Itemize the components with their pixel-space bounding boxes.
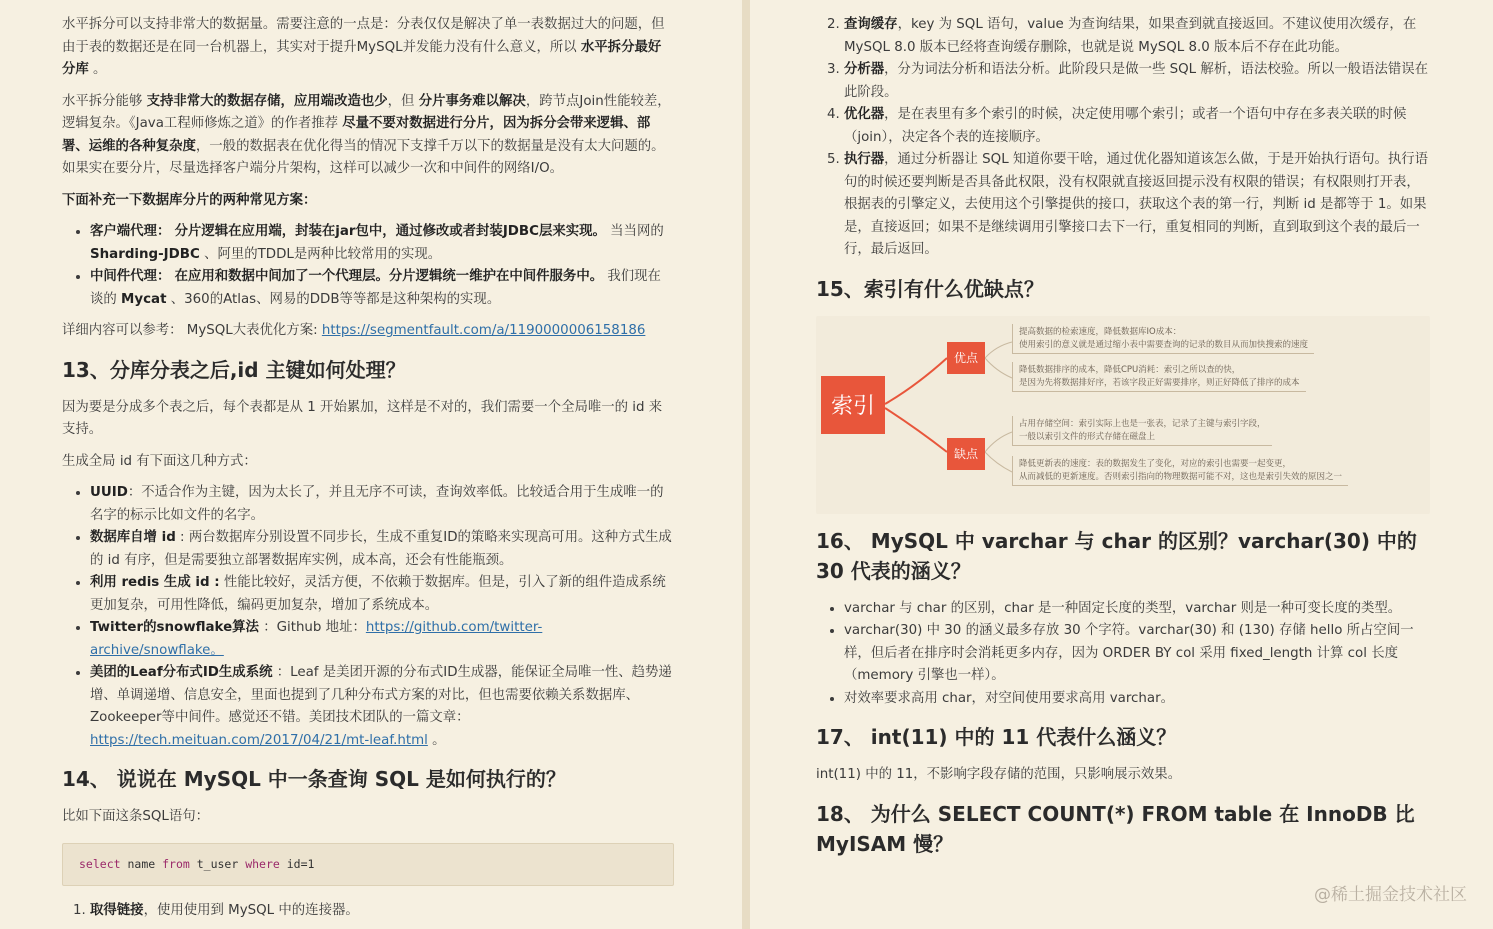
paragraph: 因为要是分成多个表之后，每个表都是从 1 开始累加，这样是不对的，我们需要一个全局唯一的 id 来支持。 (62, 399, 663, 437)
list-item: • 对效率要求高用 char，对空间使用要求高用 varchar。 (844, 688, 1433, 711)
mindmap-root: 索引 (821, 376, 885, 434)
mindmap-note: 降低数据排序的成本，降低CPU消耗：索引之所以查的快， 是因为先将数据排好序，若该字段正好需要排序，则正好降低了排序的成本 (1012, 362, 1306, 392)
heading-14: 14、 说说在 MySQL 中一条查询 SQL 是如何执行的？ (62, 767, 566, 791)
list-item: • 利用 redis 生成 id : 性能比较好，灵活方便，不依赖于数据库。但是，引入了新的组件造成系统更加复杂，可用性降低，编码更加复杂，增加了系统成本。 (90, 572, 674, 617)
list-item: • 中间件代理： 在应用和数据中间加了一个代理层。分片逻辑统一维护在中间件服务中。 我们现在谈的 Mycat 、360的Atlas、网易的DDB等等都是这种架构的实现。 (90, 266, 674, 311)
mindmap-pros: 优点 (947, 342, 985, 374)
page-gutter (742, 0, 750, 929)
sharding-list (62, 221, 674, 311)
list-item: 2. 查询缓存，key 为 SQL 语句，value 为查询结果，如果查到就直接返回。不建议使用次缓存，在 MySQL 8.0 版本已经将查询缓存删除，也就是说 MySQL 8.0 版本后不存在此功能。 (844, 14, 1433, 59)
left-page (0, 0, 742, 929)
snowflake-link[interactable]: https://github.com/twitter-archive/snowflake。 (90, 620, 543, 658)
steps-list-left (62, 900, 674, 923)
id-list (62, 482, 674, 752)
list-item: • varchar 与 char 的区别，char 是一种固定长度的类型，varchar 则是一种可变长度的类型。 (844, 598, 1433, 621)
steps-list-right (816, 14, 1433, 262)
paragraph: 详细内容可以参考： MySQL大表优化方案: https://segmentfault.com/a/1190000006158186 (62, 323, 646, 338)
mindmap-note: 占用存储空间：索引实际上也是一张表，记录了主键与索引字段， 一般以索引文件的形式存储在磁盘上 (1012, 416, 1272, 446)
varchar-list (816, 598, 1433, 711)
list-item: • 数据库自增 id : 两台数据库分别设置不同步长，生成不重复ID的策略来实现高可用。这种方式生成的 id 有序，但是需要独立部署数据库实例，成本高，还会有性能瓶颈。 (90, 527, 674, 572)
heading-16: 16、 MySQL 中 varchar 与 char 的区别？varchar(30) 中的 30 代表的涵义？ (816, 528, 1417, 583)
watermark: @稀土掘金技术社区 (1314, 885, 1467, 905)
heading-15: 15、索引有什么优缺点？ (816, 276, 1044, 301)
list-item: • varchar(30) 中 30 的涵义最多存放 30 个字符。varchar(30) 和 (130) 存储 hello 所占空间一样，但后者在排序时会消耗更多内存，因为 ORDER BY col 采用 fixed_length 计算 col 长度（memory 引擎也一样）。 (844, 620, 1433, 688)
list-item: • 美团的Leaf分布式ID生成系统 ：Leaf 是美团开源的分布式ID生成器，能保证全局唯一性、趋势递增、单调递增、信息安全，里面也提到了几种分布式方案的对比，但也需要依赖关系数据库、Zookeeper等中间件。感觉还不错。美团技术团队的一篇文章：https://tech.meituan.com/2017/04/21/mt-leaf.html 。 (90, 662, 674, 752)
paragraph: 比如下面这条SQL语句： (62, 809, 210, 824)
paragraph: int(11) 中的 11，不影响字段存储的范围，只影响展示效果。 (816, 767, 1182, 782)
paragraph: 水平拆分能够 支持非常大的数据存储，应用端改造也少，但 分片事务难以解决，跨节点Join性能较差，逻辑复杂。《Java工程师修炼之道》的作者推荐 尽量不要对数据进行分片，因为拆分会带来逻辑、部署、运维的各种复杂度，一般的数据表在优化得当的情况下支撑千万以下的数据量是没有太大问题的。如果实在要分片，尽量选择客户端分片架构，这样可以减少一次和中间件的网络I/O。 (62, 93, 671, 176)
meituan-link[interactable]: https://tech.meituan.com/2017/04/21/mt-leaf.html (90, 732, 428, 748)
list-item: • 客户端代理： 分片逻辑在应用端，封装在jar包中，通过修改或者封装JDBC层来实现。 当当网的 Sharding-JDBC 、阿里的TDDL是两种比较常用的实现。 (90, 221, 674, 266)
mindmap-cons: 缺点 (947, 438, 985, 470)
mindmap-note: 降低更新表的速度：表的数据发生了变化，对应的索引也需要一起变更， 从而减低的更新速度。否则索引指向的物理数据可能不对，这也是索引失效的原因之一 (1012, 456, 1348, 486)
segmentfault-link[interactable]: https://segmentfault.com/a/1190000006158186 (321, 323, 646, 338)
heading-13: 13、分库分表之后,id 主键如何处理？ (62, 357, 406, 382)
paragraph: 水平拆分可以支持非常大的数据量。需要注意的一点是：分表仅仅是解决了单一表数据过大的问题，但由于表的数据还是在同一台机器上，其实对于提升MySQL并发能力没有什么意义，所以 水平拆分最好分库 。 (62, 17, 665, 77)
list-item: • UUID：不适合作为主键，因为太长了，并且无序不可读，查询效率低。比较适合用于生成唯一的名字的标示比如文件的名字。 (90, 482, 674, 527)
mindmap-note: 提高数据的检索速度，降低数据库IO成本： 使用索引的意义就是通过缩小表中需要查询的记录的数目从而加快搜索的速度 (1012, 324, 1314, 354)
paragraph: 生成全局 id 有下面这几种方式： (62, 453, 257, 469)
index-mindmap (816, 316, 1430, 514)
right-page (750, 0, 1493, 929)
heading-18: 18、 为什么 SELECT COUNT(*) FROM table 在 InnoDB 比 MyISAM 慢？ (816, 801, 1415, 856)
heading-17: 17、 int(11) 中的 11 代表什么涵义？ (816, 725, 1177, 749)
list-item: 3. 分析器，分为词法分析和语法分析。此阶段只是做一些 SQL 解析，语法校验。所以一般语法错误在此阶段。 (844, 59, 1433, 104)
list-item: • Twitter的snowflake算法 ：Github 地址：https://github.com/twitter-archive/snowflake。 (90, 617, 674, 662)
code-block: select name from t_user where id=1 (62, 843, 674, 886)
list-item: 1. 取得链接，使用使用到 MySQL 中的连接器。 (90, 900, 674, 923)
paragraph: 下面补充一下数据库分片的两种常见方案： (62, 192, 317, 208)
list-item: 4. 优化器，是在表里有多个索引的时候，决定使用哪个索引；或者一个语句中存在多表关联的时候（join），决定各个表的连接顺序。 (844, 104, 1433, 149)
list-item: 5. 执行器，通过分析器让 SQL 知道你要干啥，通过优化器知道该怎么做，于是开始执行语句。执行语句的时候还要判断是否具备此权限，没有权限就直接返回提示没有权限的错误；有权限则打开表，根据表的引擎定义，去使用这个引擎提供的接口，获取这个表的第一行，判断 id 是都等于 1。如果是，直接返回；如果不是继续调用引擎接口去下一行，重复相同的判断，直到取到这个表的最后一行，最后返回。 (844, 149, 1433, 262)
